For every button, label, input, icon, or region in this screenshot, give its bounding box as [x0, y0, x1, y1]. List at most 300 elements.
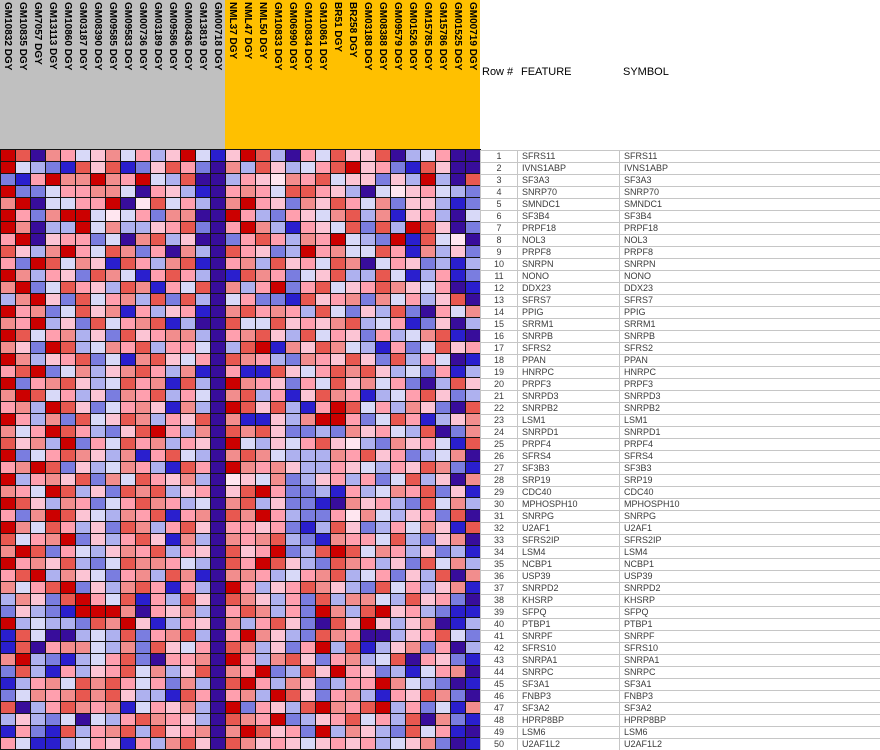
heatmap-cell — [91, 738, 105, 749]
column-label: GM03189 DGY — [152, 2, 163, 71]
heatmap-cell — [196, 402, 210, 413]
heatmap-cell — [121, 414, 135, 425]
heatmap-cell — [226, 354, 240, 365]
heatmap-cell — [91, 282, 105, 293]
heatmap-cell — [346, 546, 360, 557]
heatmap-cell — [331, 150, 345, 161]
heatmap-cell — [331, 294, 345, 305]
heatmap-cell — [376, 402, 390, 413]
table-row[interactable] — [481, 199, 880, 211]
heatmap-cell — [346, 234, 360, 245]
heatmap-cell — [406, 378, 420, 389]
heatmap-cell — [151, 306, 165, 317]
heatmap-cell — [286, 522, 300, 533]
symbol-cell: SNRPC — [624, 667, 656, 677]
table-row[interactable] — [481, 175, 880, 187]
heatmap-cell — [256, 702, 270, 713]
heatmap-cell — [361, 438, 375, 449]
symbol-cell: PTBP1 — [624, 619, 653, 629]
column-label: GM09583 DGY — [122, 2, 133, 71]
heatmap-cell — [346, 342, 360, 353]
table-row[interactable] — [481, 187, 880, 199]
heatmap-cell — [196, 306, 210, 317]
heatmap-cell — [76, 666, 90, 677]
table-row[interactable] — [481, 247, 880, 259]
heatmap-cell — [121, 486, 135, 497]
row-number-cell: 24 — [481, 427, 518, 438]
table-row[interactable] — [481, 391, 880, 403]
heatmap-cell — [196, 438, 210, 449]
feature-cell: HNRPC — [518, 367, 620, 378]
heatmap-cell — [316, 522, 330, 533]
table-row[interactable] — [481, 367, 880, 379]
table-row[interactable] — [481, 307, 880, 319]
heatmap-cell — [121, 366, 135, 377]
heatmap-cell — [196, 234, 210, 245]
heatmap-cell — [286, 186, 300, 197]
heatmap-cell — [211, 474, 225, 485]
heatmap-cell — [271, 186, 285, 197]
heatmap-cell — [361, 282, 375, 293]
heatmap-cell — [286, 210, 300, 221]
heatmap-cell — [436, 738, 450, 749]
heatmap-cell — [31, 450, 45, 461]
heatmap-cell — [196, 378, 210, 389]
row-number-cell: 35 — [481, 559, 518, 570]
heatmap-cell — [226, 366, 240, 377]
heatmap-cell — [46, 198, 60, 209]
heatmap-cell — [31, 246, 45, 257]
heatmap-cell — [361, 510, 375, 521]
heatmap-cell — [76, 606, 90, 617]
heatmap-cell — [331, 258, 345, 269]
heatmap-cell — [286, 666, 300, 677]
heatmap-cell — [286, 270, 300, 281]
heatmap-cell — [451, 378, 465, 389]
heatmap-cell — [61, 426, 75, 437]
heatmap-cell — [106, 498, 120, 509]
heatmap-cell — [61, 510, 75, 521]
table-row[interactable] — [481, 331, 880, 343]
heatmap-cell — [91, 690, 105, 701]
heatmap-cell — [451, 498, 465, 509]
heatmap-grid[interactable] — [0, 149, 481, 750]
heatmap-cell — [181, 546, 195, 557]
heatmap-cell — [121, 342, 135, 353]
heatmap-cell — [121, 246, 135, 257]
heatmap-cell — [256, 306, 270, 317]
heatmap-cell — [391, 330, 405, 341]
heatmap-cell — [1, 186, 15, 197]
heatmap-cell — [466, 738, 480, 749]
heatmap-cell — [241, 462, 255, 473]
table-row[interactable] — [481, 283, 880, 295]
feature-cell: SRRM1 — [518, 319, 620, 330]
heatmap-cell — [436, 690, 450, 701]
heatmap-cell — [466, 474, 480, 485]
heatmap-cell — [451, 630, 465, 641]
heatmap-cell — [466, 534, 480, 545]
heatmap-cell — [331, 318, 345, 329]
heatmap-cell — [31, 174, 45, 185]
table-row[interactable] — [481, 427, 880, 439]
heatmap-cell — [1, 654, 15, 665]
heatmap-cell — [271, 570, 285, 581]
heatmap-cell — [286, 474, 300, 485]
heatmap-cell — [1, 618, 15, 629]
heatmap-cell — [151, 702, 165, 713]
heatmap-cell — [196, 606, 210, 617]
heatmap-cell — [31, 630, 45, 641]
heatmap-cell — [1, 726, 15, 737]
heatmap-cell — [406, 222, 420, 233]
heatmap-cell — [151, 390, 165, 401]
heatmap-cell — [46, 438, 60, 449]
heatmap-cell — [346, 174, 360, 185]
heatmap-cell — [421, 402, 435, 413]
heatmap-cell — [31, 498, 45, 509]
heatmap-cell — [271, 342, 285, 353]
heatmap-cell — [196, 474, 210, 485]
table-row[interactable] — [481, 235, 880, 247]
heatmap-cell — [136, 618, 150, 629]
heatmap-cell — [226, 210, 240, 221]
heatmap-cell — [241, 414, 255, 425]
symbol-cell: CDC40 — [624, 487, 654, 497]
heatmap-cell — [31, 354, 45, 365]
symbol-cell: SFRS2IP — [624, 535, 662, 545]
heatmap-cell — [166, 654, 180, 665]
feature-table-body — [480, 150, 880, 750]
heatmap-cell — [301, 414, 315, 425]
heatmap-cell — [256, 666, 270, 677]
table-row[interactable] — [481, 607, 880, 619]
heatmap-cell — [16, 702, 30, 713]
heatmap-cell — [226, 426, 240, 437]
heatmap-cell — [301, 306, 315, 317]
heatmap-cell — [76, 282, 90, 293]
heatmap-cell — [91, 426, 105, 437]
column-label: GM01525 DGY — [452, 2, 463, 71]
heatmap-cell — [301, 486, 315, 497]
heatmap-cell — [106, 726, 120, 737]
heatmap-cell — [436, 258, 450, 269]
heatmap-cell — [211, 162, 225, 173]
heatmap-cell — [166, 210, 180, 221]
heatmap-cell — [31, 714, 45, 725]
heatmap-cell — [271, 174, 285, 185]
heatmap-cell — [316, 210, 330, 221]
heatmap-cell — [46, 642, 60, 653]
table-row[interactable] — [481, 619, 880, 631]
table-row[interactable] — [481, 223, 880, 235]
table-row[interactable] — [481, 295, 880, 307]
column-label: GM00718 DGY — [212, 2, 223, 71]
heatmap-cell — [106, 438, 120, 449]
table-row[interactable] — [481, 559, 880, 571]
table-row[interactable] — [481, 535, 880, 547]
heatmap-cell — [226, 726, 240, 737]
heatmap-cell — [406, 690, 420, 701]
heatmap-cell — [61, 474, 75, 485]
heatmap-cell — [316, 222, 330, 233]
table-row[interactable] — [481, 475, 880, 487]
heatmap-cell — [301, 438, 315, 449]
heatmap-cell — [421, 582, 435, 593]
heatmap-cell — [211, 378, 225, 389]
table-row[interactable] — [481, 163, 880, 175]
heatmap-cell — [1, 246, 15, 257]
heatmap-cell — [181, 690, 195, 701]
table-row[interactable] — [481, 547, 880, 559]
heatmap-cell — [241, 306, 255, 317]
heatmap-cell — [376, 474, 390, 485]
heatmap-cell — [226, 462, 240, 473]
heatmap-cell — [421, 306, 435, 317]
heatmap-cell — [256, 594, 270, 605]
heatmap-cell — [1, 510, 15, 521]
heatmap-cell — [361, 198, 375, 209]
heatmap-cell — [196, 282, 210, 293]
heatmap-cell — [271, 354, 285, 365]
column-label: GM10860 DGY — [62, 2, 73, 71]
symbol-cell: SFRS10 — [624, 643, 659, 653]
feature-cell: IVNS1ABP — [518, 163, 620, 174]
table-row[interactable] — [481, 667, 880, 679]
heatmap-cell — [376, 738, 390, 749]
heatmap-cell — [166, 282, 180, 293]
heatmap-cell — [421, 282, 435, 293]
heatmap-cell — [136, 150, 150, 161]
heatmap-cell — [166, 450, 180, 461]
table-row[interactable] — [481, 379, 880, 391]
heatmap-cell — [31, 330, 45, 341]
table-row[interactable] — [481, 715, 880, 727]
heatmap-cell — [451, 174, 465, 185]
heatmap-cell — [451, 246, 465, 257]
heatmap-cell — [136, 294, 150, 305]
heatmap-cell — [451, 534, 465, 545]
heatmap-cell — [271, 678, 285, 689]
heatmap-cell — [151, 630, 165, 641]
heatmap-cell — [451, 306, 465, 317]
table-row[interactable] — [481, 631, 880, 643]
heatmap-cell — [286, 342, 300, 353]
heatmap-cell — [331, 390, 345, 401]
heatmap-cell — [331, 666, 345, 677]
heatmap-cell — [1, 546, 15, 557]
table-row[interactable] — [481, 343, 880, 355]
heatmap-cell — [451, 390, 465, 401]
heatmap-cell — [331, 414, 345, 425]
table-row[interactable] — [481, 451, 880, 463]
heatmap-cell — [466, 366, 480, 377]
heatmap-cell — [151, 330, 165, 341]
heatmap-cell — [46, 342, 60, 353]
heatmap-cell — [166, 702, 180, 713]
heatmap-cell — [91, 654, 105, 665]
heatmap-cell — [331, 342, 345, 353]
heatmap-cell — [421, 570, 435, 581]
heatmap-cell — [166, 462, 180, 473]
heatmap-cell — [436, 198, 450, 209]
heatmap-cell — [16, 270, 30, 281]
row-number-cell: 44 — [481, 667, 518, 678]
heatmap-cell — [136, 258, 150, 269]
heatmap-cell — [256, 210, 270, 221]
heatmap-cell — [61, 234, 75, 245]
heatmap-cell — [106, 354, 120, 365]
heatmap-cell — [91, 534, 105, 545]
heatmap-cell — [181, 390, 195, 401]
heatmap-cell — [466, 282, 480, 293]
table-row[interactable] — [481, 439, 880, 451]
heatmap-cell — [286, 330, 300, 341]
heatmap-cell — [226, 318, 240, 329]
heatmap-cell — [376, 174, 390, 185]
heatmap-cell — [376, 606, 390, 617]
heatmap-cell — [466, 294, 480, 305]
table-row[interactable] — [481, 703, 880, 715]
heatmap-cell — [406, 450, 420, 461]
symbol-cell: LSM6 — [624, 727, 648, 737]
table-row[interactable] — [481, 211, 880, 223]
row-number-cell: 45 — [481, 679, 518, 690]
heatmap-cell — [361, 474, 375, 485]
heatmap-cell — [181, 270, 195, 281]
heatmap-cell — [31, 378, 45, 389]
heatmap-cell — [1, 426, 15, 437]
heatmap-cell — [421, 474, 435, 485]
heatmap-cell — [286, 282, 300, 293]
heatmap-cell — [421, 426, 435, 437]
heatmap-cell — [256, 354, 270, 365]
heatmap-cell — [1, 438, 15, 449]
table-row[interactable] — [481, 511, 880, 523]
table-row[interactable] — [481, 739, 880, 750]
table-row[interactable] — [481, 463, 880, 475]
table-row[interactable] — [481, 151, 880, 163]
table-row[interactable] — [481, 583, 880, 595]
table-row[interactable] — [481, 571, 880, 583]
heatmap-cell — [106, 426, 120, 437]
heatmap-cell — [256, 222, 270, 233]
heatmap-cell — [256, 234, 270, 245]
symbol-cell: SF3A3 — [624, 175, 652, 185]
table-row[interactable] — [481, 595, 880, 607]
heatmap-cell — [61, 666, 75, 677]
heatmap-cell — [436, 702, 450, 713]
feature-cell: SF3A1 — [518, 679, 620, 690]
heatmap-cell — [91, 714, 105, 725]
heatmap-cell — [301, 654, 315, 665]
heatmap-cell — [151, 534, 165, 545]
heatmap-cell — [211, 246, 225, 257]
heatmap-cell — [76, 414, 90, 425]
heatmap-cell — [31, 618, 45, 629]
heatmap-cell — [376, 690, 390, 701]
symbol-cell: NCBP1 — [624, 559, 655, 569]
table-row[interactable] — [481, 523, 880, 535]
heatmap-cell — [196, 342, 210, 353]
heatmap-cell — [286, 414, 300, 425]
heatmap-cell — [91, 366, 105, 377]
heatmap-cell — [451, 282, 465, 293]
heatmap-cell — [136, 210, 150, 221]
heatmap-cell — [316, 390, 330, 401]
table-row[interactable] — [481, 259, 880, 271]
heatmap-cell — [211, 198, 225, 209]
table-row[interactable] — [481, 679, 880, 691]
heatmap-cell — [436, 414, 450, 425]
heatmap-cell — [391, 738, 405, 749]
feature-cell: SMNDC1 — [518, 199, 620, 210]
heatmap-cell — [91, 666, 105, 677]
heatmap-cell — [241, 558, 255, 569]
heatmap-cell — [256, 282, 270, 293]
row-number-cell: 49 — [481, 727, 518, 738]
table-row[interactable] — [481, 499, 880, 511]
row-number-cell: 27 — [481, 463, 518, 474]
table-row[interactable] — [481, 355, 880, 367]
table-row[interactable] — [481, 415, 880, 427]
heatmap-cell — [211, 702, 225, 713]
heatmap-cell — [256, 618, 270, 629]
symbol-cell: SF3B3 — [624, 463, 652, 473]
heatmap-cell — [466, 234, 480, 245]
heatmap-cell — [346, 522, 360, 533]
heatmap-cell — [91, 606, 105, 617]
heatmap-cell — [181, 654, 195, 665]
table-row[interactable] — [481, 727, 880, 739]
table-row[interactable] — [481, 487, 880, 499]
heatmap-cell — [466, 246, 480, 257]
heatmap-cell — [376, 450, 390, 461]
column-label: NML50 DGY — [257, 2, 268, 60]
heatmap-cell — [16, 234, 30, 245]
heatmap-cell — [301, 450, 315, 461]
heatmap-cell — [91, 162, 105, 173]
heatmap-cell — [391, 702, 405, 713]
heatmap-cell — [241, 678, 255, 689]
table-row[interactable] — [481, 643, 880, 655]
heatmap-cell — [91, 198, 105, 209]
table-row[interactable] — [481, 403, 880, 415]
table-row[interactable] — [481, 271, 880, 283]
feature-cell: SFRS2 — [518, 343, 620, 354]
heatmap-cell — [121, 222, 135, 233]
heatmap-cell — [76, 726, 90, 737]
table-row[interactable] — [481, 319, 880, 331]
heatmap-cell — [211, 534, 225, 545]
heatmap-cell — [151, 486, 165, 497]
heatmap-cell — [376, 270, 390, 281]
heatmap-cell — [316, 150, 330, 161]
heatmap-cell — [346, 594, 360, 605]
heatmap-cell — [166, 606, 180, 617]
heatmap-cell — [16, 582, 30, 593]
heatmap-cell — [361, 546, 375, 557]
heatmap-cell — [256, 570, 270, 581]
table-row[interactable] — [481, 691, 880, 703]
table-row[interactable] — [481, 655, 880, 667]
heatmap-cell — [196, 714, 210, 725]
heatmap-cell — [226, 450, 240, 461]
heatmap-cell — [211, 690, 225, 701]
heatmap-cell — [16, 162, 30, 173]
heatmap-cell — [226, 414, 240, 425]
heatmap-cell — [166, 486, 180, 497]
